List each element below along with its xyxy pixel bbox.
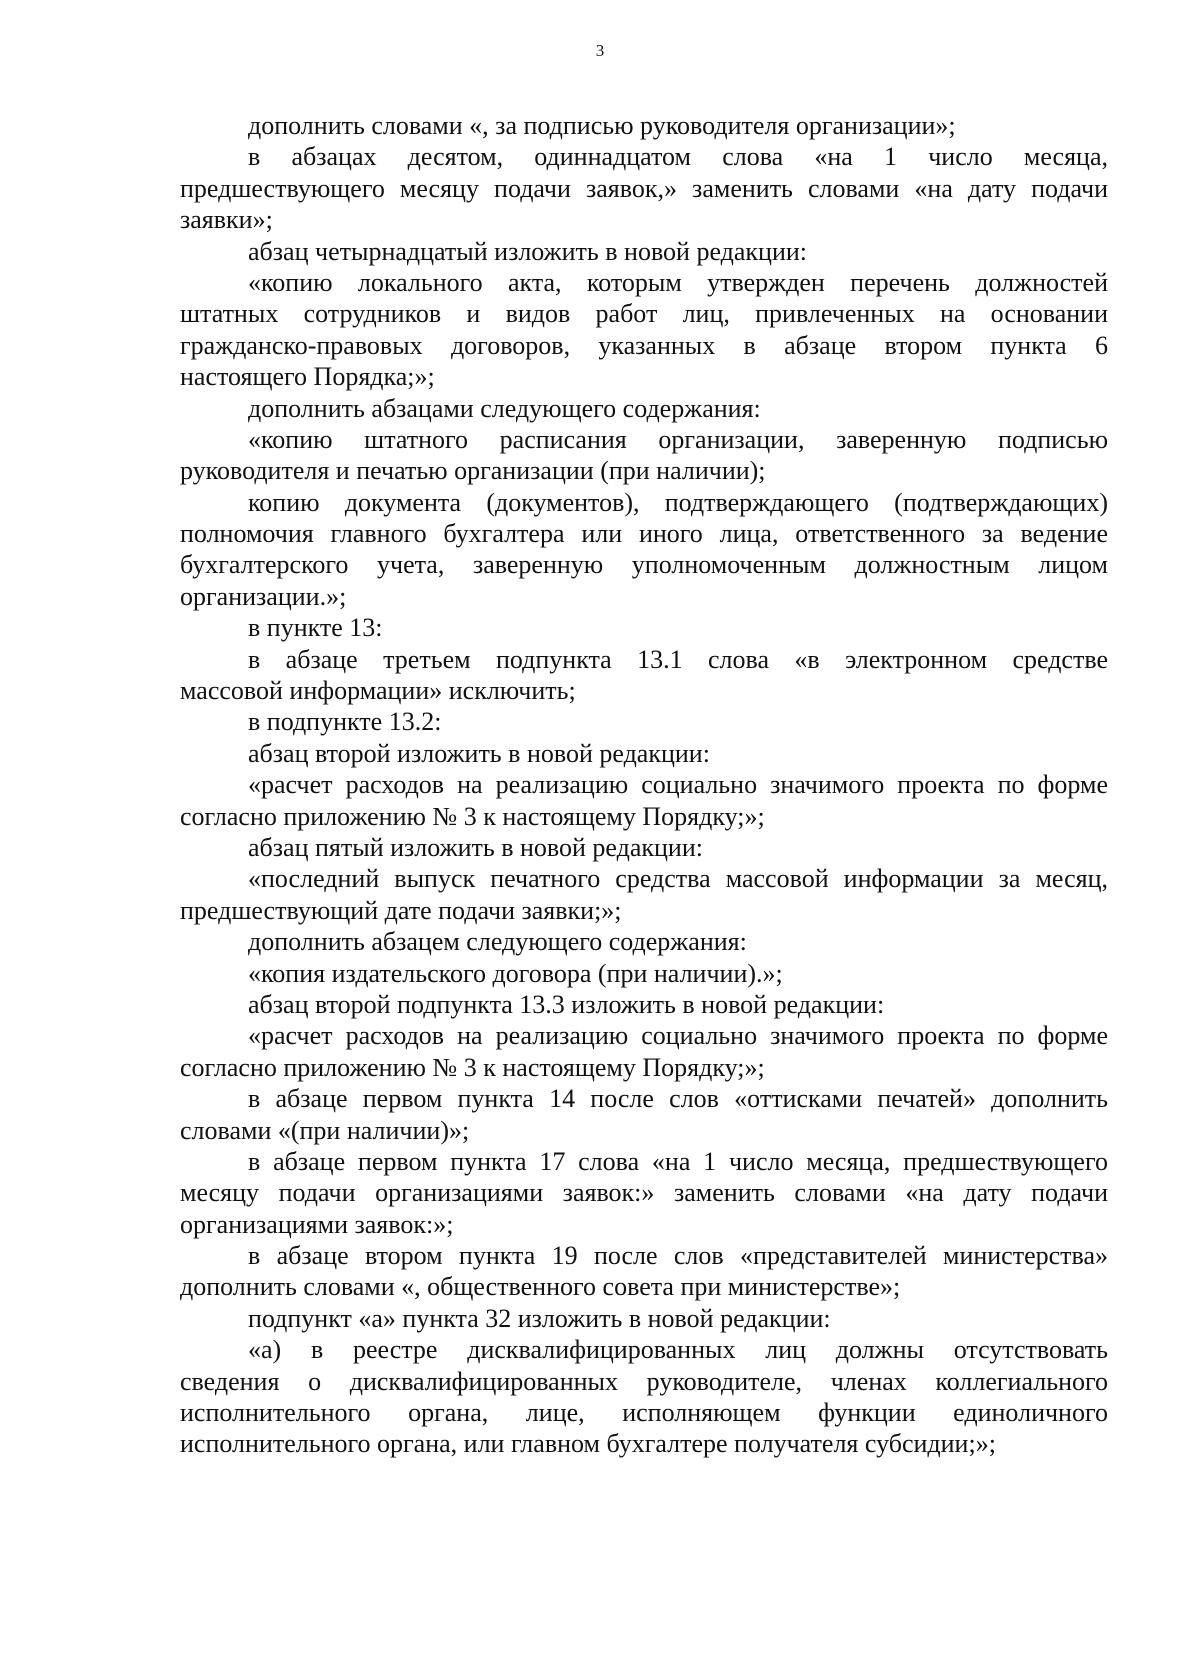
page-number: 3 — [595, 41, 605, 60]
text-line: дополнить абзацем следующего содержания: — [248, 927, 747, 957]
text-line: абзац второй изложить в новой редакции: — [248, 738, 710, 768]
text-line: в абзацах десятом, одиннадцатом слова «на 1 число месяца, — [248, 142, 1108, 172]
text-line: «расчет расходов на реализацию социально значимого проекта по форме — [248, 770, 1108, 800]
text-line: словами «(при наличии)»; — [180, 1115, 470, 1145]
text-line: «копию локального акта, которым утвержден перечень должностей — [248, 267, 1108, 297]
text-line: дополнить словами «, за подписью руководителя организации»; — [248, 111, 956, 140]
text-line: в абзаце первом пункта 17 слова «на 1 число месяца, предшествующего — [248, 1146, 1108, 1176]
text-line: гражданско-правовых договоров, указанных в абзаце втором пункта 6 — [180, 330, 1108, 360]
text-line: полномочия главного бухгалтера или иного лица, ответственного за ведение — [180, 519, 1108, 549]
text-line: в абзаце третьем подпункта 13.1 слова «в электронном средстве — [248, 644, 1108, 674]
text-line: абзац четырнадцатый изложить в новой редакции: — [248, 236, 808, 266]
text-line: исполнительного органа, или главном бухгалтере получателя субсидии;»; — [180, 1429, 996, 1459]
text-line: абзац второй подпункта 13.3 изложить в новой редакции: — [248, 989, 885, 1019]
text-line: предшествующий дате подачи заявки;»; — [180, 895, 622, 925]
body-text — [180, 110, 1108, 1460]
text-line: организации.»; — [180, 581, 347, 611]
text-line: дополнить абзацами следующего содержания: — [248, 393, 761, 423]
text-line: абзац пятый изложить в новой редакции: — [248, 832, 703, 862]
text-line: руководителя и печатью организации (при наличии); — [180, 456, 766, 486]
text-line: «копия издательского договора (при наличии).»; — [248, 958, 783, 988]
text-line: «копию штатного расписания организации, заверенную подписью — [248, 424, 1108, 454]
text-line: организациями заявок:»; — [180, 1209, 454, 1239]
text-line: заявки»; — [180, 205, 273, 235]
text-line: в пункте 13: — [248, 613, 383, 643]
text-line: «расчет расходов на реализацию социально значимого проекта по форме — [248, 1021, 1108, 1051]
text-line: подпункт «а» пункта 32 изложить в новой редакции: — [248, 1303, 831, 1333]
text-line: бухгалтерского учета, заверенную уполномоченным должностным лицом — [180, 550, 1108, 580]
text-line: в подпункте 13.2: — [248, 707, 442, 737]
text-line: исполнительного органа, лице, исполняющем функции единоличного — [180, 1398, 1108, 1428]
text-line: в абзаце втором пункта 19 после слов «представителей министерства» — [248, 1241, 1108, 1271]
text-line: штатных сотрудников и видов работ лиц, привлеченных на основании — [180, 299, 1108, 329]
text-line: массовой информации» исключить; — [180, 676, 576, 706]
text-line: копию документа (документов), подтверждающего (подтверждающих) — [248, 487, 1108, 517]
text-line: «последний выпуск печатного средства массовой информации за месяц, — [248, 864, 1108, 894]
text-line: предшествующего месяцу подачи заявок,» заменить словами «на дату подачи — [180, 173, 1108, 203]
text-line: согласно приложению № 3 к настоящему Порядку;»; — [180, 801, 765, 831]
text-line: сведения о дисквалифицированных руководителе, членах коллегиального — [180, 1366, 1108, 1396]
text-line: месяцу подачи организациями заявок:» заменить словами «на дату подачи — [180, 1178, 1108, 1208]
text-line: дополнить словами «, общественного совета при министерстве»; — [180, 1272, 901, 1302]
text-line: согласно приложению № 3 к настоящему Порядку;»; — [180, 1052, 765, 1082]
text-line: в абзаце первом пункта 14 после слов «оттисками печатей» дополнить — [248, 1084, 1108, 1114]
text-line: «а) в реестре дисквалифицированных лиц должны отсутствовать — [248, 1335, 1108, 1365]
text-line: настоящего Порядка;»; — [180, 362, 435, 392]
